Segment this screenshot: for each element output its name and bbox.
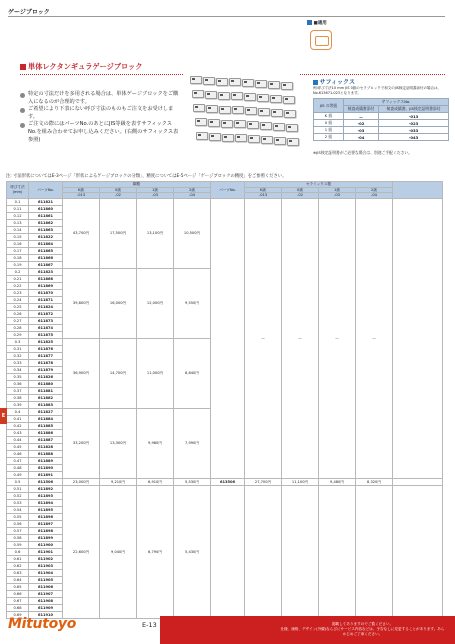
table-row xyxy=(7,485,443,492)
suffix-plain-cell: -04 xyxy=(344,134,379,141)
nominal-cell: 0.23 xyxy=(7,289,29,296)
steel-price-cell: 9,210円 xyxy=(100,478,137,485)
gauge-block xyxy=(234,120,246,128)
gauge-block xyxy=(284,110,296,118)
nominal-cell: 0.55 xyxy=(7,513,29,520)
partno-cell: 611905 xyxy=(29,576,63,583)
suffix-row xyxy=(314,127,449,134)
grade-suffix-header: -04 xyxy=(174,193,211,199)
grade-suffix-header: -03 xyxy=(319,193,356,199)
gauge-block xyxy=(216,78,228,86)
nominal-cell: 0.59 xyxy=(7,541,29,548)
table-note-rest: E-3ページ「形状によるゲージブロックの分類」、精度についてはE-5ページ「ゲージブロックの精度」をご参照ください。 xyxy=(51,174,287,179)
use-label: ■適用 xyxy=(307,20,327,26)
table-row xyxy=(7,198,443,205)
partno-cell: 611865 xyxy=(29,247,63,254)
nominal-cell: 0.6 xyxy=(7,548,29,555)
nominal-header: 呼び寸法 (mm) xyxy=(7,182,29,199)
grade-suffix-header: -02 xyxy=(100,193,137,199)
nominal-cell: 0.67 xyxy=(7,597,29,604)
partno-cell: 611864 xyxy=(29,240,63,247)
grade-suffix-header: -04 xyxy=(356,193,393,199)
partno-cell: 611895 xyxy=(29,506,63,513)
partno-cell: 611877 xyxy=(29,352,63,359)
nominal-cell: 0.51 xyxy=(7,485,29,492)
nominal-cell: 0.12 xyxy=(7,212,29,219)
nominal-cell: 0.53 xyxy=(7,499,29,506)
partno-cell: 611910 xyxy=(29,611,63,618)
steel-price-cell: 6,910円 xyxy=(137,478,174,485)
steel-price-cell: 11,000円 xyxy=(137,338,174,408)
gauge-block xyxy=(205,91,217,99)
partno-cell: 611883 xyxy=(29,401,63,408)
ceramic-price-cell xyxy=(282,485,319,618)
nominal-cell: 0.35 xyxy=(7,373,29,380)
price-table xyxy=(6,181,443,619)
steel-price-cell: 33,200円 xyxy=(63,408,100,478)
gauge-block xyxy=(192,90,204,98)
gauge-block xyxy=(195,118,207,126)
nominal-cell: 0.28 xyxy=(7,324,29,331)
ceramic-price-cell: 9,480円 xyxy=(319,478,356,485)
grade-header: K級 xyxy=(63,187,100,193)
gauge-block xyxy=(270,95,282,103)
suffix-title: サフィックス xyxy=(313,77,355,86)
feature-item: 特定の寸法だけを多用される場合は、単体ゲージブロックをご購入になるのが合理的です。 xyxy=(20,91,180,106)
nominal-cell: 0.68 xyxy=(7,604,29,611)
suffix-plain-cell: -02 xyxy=(344,120,379,127)
nominal-cell: 0.29 xyxy=(7,331,29,338)
nominal-cell: 0.64 xyxy=(7,576,29,583)
gauge-block xyxy=(229,78,241,86)
suffix-row xyxy=(314,134,449,141)
gauge-block xyxy=(258,108,270,116)
suffix-note: 例:呼び寸法10 mm JIS 0級のセラブロックで和文のJIS検定証明書添付の場合は、No.613671-023となります。 xyxy=(313,86,442,95)
suffix-row xyxy=(314,120,449,127)
partno-cell: 611873 xyxy=(29,317,63,324)
grade-header: K級 xyxy=(245,187,282,193)
nominal-cell: 0.36 xyxy=(7,380,29,387)
steel-price-cell: 6,790円 xyxy=(137,485,174,618)
feature-item: ご希望により下表にない呼び寸法のものもご注文をお受けします。 xyxy=(20,106,180,121)
partno-cell: 611884 xyxy=(29,415,63,422)
gauge-block xyxy=(209,133,221,141)
gauge-block xyxy=(244,93,256,101)
grade-suffix-header: -02 xyxy=(282,193,319,199)
suffix-grade-cell: K 級 xyxy=(314,113,344,120)
partno-cell: 611862 xyxy=(29,219,63,226)
suffix-plain-cell: -03 xyxy=(344,127,379,134)
steel-price-cell: 23,000円 xyxy=(63,478,100,485)
steel-price-cell: 39,800円 xyxy=(63,268,100,338)
partno-cell: 611861 xyxy=(29,212,63,219)
gauge-block xyxy=(218,92,230,100)
nominal-cell: 0.58 xyxy=(7,534,29,541)
ceramic-partno-cell xyxy=(211,198,245,478)
nominal-cell: 0.4 xyxy=(7,408,29,415)
footer-line: 掲載してありますのでご覧ください。 xyxy=(331,622,394,626)
nominal-cell: 0.38 xyxy=(7,394,29,401)
gauge-block xyxy=(208,119,220,127)
nominal-cell: 0.52 xyxy=(7,492,29,499)
gauge-block xyxy=(190,76,202,84)
partno-cell: 611863 xyxy=(29,226,63,233)
partno-cell: 611826 xyxy=(29,373,63,380)
steel-price-cell: 9,550円 xyxy=(174,268,211,338)
gauge-block xyxy=(286,124,298,132)
gauge-block xyxy=(196,132,208,140)
nominal-cell: 0.57 xyxy=(7,527,29,534)
nominal-cell: 0.27 xyxy=(7,317,29,324)
partno-cell: 611869 xyxy=(29,282,63,289)
gauge-block xyxy=(248,135,260,143)
grade-header: 2級 xyxy=(174,187,211,193)
suffix-no-header: サフィックスNo. xyxy=(344,99,449,106)
steel-price-cell: 5,530円 xyxy=(174,478,211,485)
partno-cell: 611868 xyxy=(29,275,63,282)
nominal-cell: 0.37 xyxy=(7,387,29,394)
gauge-block xyxy=(203,77,215,85)
steel-price-cell: 13,300円 xyxy=(100,408,137,478)
partno-cell: 611875 xyxy=(29,331,63,338)
partno-cell: 611888 xyxy=(29,450,63,457)
partno-cell: 611827 xyxy=(29,408,63,415)
suffix-jis-header: 検査成績書、JIS検定証明書添付 xyxy=(379,106,449,113)
ceramic-price-cell: — xyxy=(356,198,393,478)
gauge-block xyxy=(235,134,247,142)
nominal-cell: 0.31 xyxy=(7,345,29,352)
footer-bar xyxy=(160,616,455,644)
nominal-cell: 0.62 xyxy=(7,562,29,569)
partno-cell: 611866 xyxy=(29,254,63,261)
gauge-block xyxy=(257,94,269,102)
gauge-block xyxy=(231,92,243,100)
steel-price-cell: 5,430円 xyxy=(174,485,211,618)
gauge-block xyxy=(281,82,293,90)
nominal-cell: 0.46 xyxy=(7,450,29,457)
nominal-cell: 0.33 xyxy=(7,359,29,366)
ceramic-partno-header: パーツNo. xyxy=(211,182,245,199)
partno-cell: 611893 xyxy=(29,492,63,499)
nominal-cell: 0.11 xyxy=(7,205,29,212)
ceramic-header: セラミックス製 xyxy=(245,182,393,188)
nominal-cell: 0.13 xyxy=(7,219,29,226)
partno-cell: 611874 xyxy=(29,324,63,331)
partno-cell: 611909 xyxy=(29,604,63,611)
partno-header: パーツNo. xyxy=(29,182,63,199)
ceramic-price-cell xyxy=(245,485,282,618)
partno-cell: 611822 xyxy=(29,233,63,240)
suffix-plain-cell: — xyxy=(344,113,379,120)
nominal-cell: 0.69 xyxy=(7,611,29,618)
suffix-jis-cell: -043 xyxy=(379,134,449,141)
partno-cell: 611878 xyxy=(29,359,63,366)
steel-price-cell: 43,700円 xyxy=(63,198,100,268)
nominal-cell: 0.43 xyxy=(7,429,29,436)
suffix-grade-cell: 1 級 xyxy=(314,127,344,134)
steel-price-cell: 8,840円 xyxy=(174,338,211,408)
category-title: ゲージブロック xyxy=(8,9,50,16)
nominal-cell: 0.25 xyxy=(7,303,29,310)
steel-price-cell: 36,900円 xyxy=(63,338,100,408)
steel-price-cell: 13,100円 xyxy=(137,198,174,268)
nominal-cell: 0.47 xyxy=(7,457,29,464)
nominal-cell: 0.26 xyxy=(7,310,29,317)
nominal-cell: 0.54 xyxy=(7,506,29,513)
gauge-block xyxy=(274,137,286,145)
partno-cell: 611821 xyxy=(29,198,63,205)
grade-suffix-header: -013 xyxy=(63,193,100,199)
ceramic-price-cell: 11,100円 xyxy=(282,478,319,485)
steel-price-cell: 22,600円 xyxy=(63,485,100,618)
partno-cell: 611903 xyxy=(29,562,63,569)
partno-cell: 611880 xyxy=(29,380,63,387)
section-title: 単体レクタンギュラゲージブロック xyxy=(20,62,142,72)
grade-suffix-header: -03 xyxy=(137,193,174,199)
nominal-cell: 0.34 xyxy=(7,366,29,373)
gauge-block xyxy=(273,123,285,131)
feature-list xyxy=(20,91,180,144)
nominal-cell: 0.19 xyxy=(7,261,29,268)
blank-cell xyxy=(393,198,443,478)
nominal-cell: 0.24 xyxy=(7,296,29,303)
partno-cell: 611907 xyxy=(29,590,63,597)
partno-cell: 611902 xyxy=(29,555,63,562)
gauge-block xyxy=(232,106,244,114)
suffix-footnote: ※JIS検定証明書がご必要な場合は、別途ご手配ください。 xyxy=(313,150,412,155)
partno-cell: 611890 xyxy=(29,464,63,471)
nominal-cell: 0.42 xyxy=(7,422,29,429)
nominal-cell: 0.21 xyxy=(7,275,29,282)
partno-cell: 611882 xyxy=(29,394,63,401)
nominal-cell: 0.56 xyxy=(7,520,29,527)
partno-cell: 611885 xyxy=(29,422,63,429)
suffix-jis-cell: -023 xyxy=(379,120,449,127)
gauge-block-photo xyxy=(184,70,300,154)
partno-cell: 611870 xyxy=(29,289,63,296)
nominal-cell: 0.61 xyxy=(7,555,29,562)
ceramic-partno-cell: 613506 xyxy=(211,478,245,485)
grade-header: 2級 xyxy=(356,187,393,193)
gauge-block xyxy=(283,96,295,104)
grade-suffix-header: -013 xyxy=(245,193,282,199)
suffix-grade-header: JIS の等級 xyxy=(314,99,344,113)
nominal-cell: 0.17 xyxy=(7,247,29,254)
steel-header: 鋼製 xyxy=(63,182,211,188)
nominal-cell: 0.14 xyxy=(7,226,29,233)
suffix-row xyxy=(314,113,449,120)
feature-item: ご注文の際にはパーツNo.のあとにJIS等級を表すサフィックスNo.を組み合わせてお申し込みください。(右側のサフィックス表参照) xyxy=(20,121,180,144)
partno-cell: 611876 xyxy=(29,345,63,352)
partno-cell: 611887 xyxy=(29,436,63,443)
gauge-block xyxy=(242,79,254,87)
gauge-block xyxy=(219,106,231,114)
gauge-block xyxy=(260,122,272,130)
partno-cell: 611823 xyxy=(29,268,63,275)
nominal-cell: 0.15 xyxy=(7,233,29,240)
table-note-lead: 注: 寸法形状については xyxy=(6,174,52,179)
footer-line: 仕様、価格、デザイン(外観)ならびにサービス内容などは、予告なしに変更することがあります。あらかじめご了承ください。 xyxy=(280,627,445,637)
nominal-cell: 0.66 xyxy=(7,590,29,597)
ceramic-price-cell: — xyxy=(245,198,282,478)
grade-header: 0級 xyxy=(282,187,319,193)
partno-cell: 611898 xyxy=(29,527,63,534)
nominal-cell: 0.48 xyxy=(7,464,29,471)
partno-cell: 611871 xyxy=(29,296,63,303)
suffix-grade-cell: 0 級 xyxy=(314,120,344,127)
gauge-block xyxy=(245,107,257,115)
partno-cell: 611867 xyxy=(29,261,63,268)
nominal-cell: 0.5 xyxy=(7,478,29,485)
header-divider xyxy=(8,16,445,17)
section-tab: E xyxy=(0,408,7,424)
suffix-table xyxy=(313,98,449,141)
partno-cell: 611889 xyxy=(29,457,63,464)
nominal-cell: 0.49 xyxy=(7,471,29,478)
blank-cell xyxy=(393,478,443,485)
grade-header: 0級 xyxy=(100,187,137,193)
partno-cell: 611860 xyxy=(29,205,63,212)
nominal-cell: 0.18 xyxy=(7,254,29,261)
nominal-cell: 0.39 xyxy=(7,401,29,408)
grade-header: 1級 xyxy=(319,187,356,193)
nominal-cell: 0.22 xyxy=(7,282,29,289)
suffix-plain-header: 検査成績書添付 xyxy=(344,106,379,113)
grade-header: 1級 xyxy=(137,187,174,193)
nominal-cell: 0.65 xyxy=(7,583,29,590)
nominal-cell: 0.2 xyxy=(7,268,29,275)
partno-cell: 611872 xyxy=(29,310,63,317)
partno-cell: 611506 xyxy=(29,478,63,485)
gauge-block-icon xyxy=(310,30,332,50)
table-row xyxy=(7,478,443,485)
partno-cell: 611892 xyxy=(29,485,63,492)
nominal-cell: 0.63 xyxy=(7,569,29,576)
partno-cell: 611879 xyxy=(29,366,63,373)
partno-cell: 611828 xyxy=(29,443,63,450)
steel-price-cell: 7,990円 xyxy=(174,408,211,478)
partno-cell: 611824 xyxy=(29,303,63,310)
ceramic-price-cell: 27,700円 xyxy=(245,478,282,485)
partno-cell: 611886 xyxy=(29,429,63,436)
partno-cell: 611904 xyxy=(29,569,63,576)
gauge-block xyxy=(287,138,299,146)
suffix-jis-cell: -013 xyxy=(379,113,449,120)
ceramic-price-cell: — xyxy=(319,198,356,478)
gauge-block xyxy=(261,136,273,144)
partno-cell: 611891 xyxy=(29,471,63,478)
ceramic-price-cell xyxy=(319,485,356,618)
gauge-block xyxy=(206,105,218,113)
partno-cell: 611901 xyxy=(29,548,63,555)
blank-header xyxy=(393,182,443,199)
gauge-block xyxy=(255,80,267,88)
partno-cell: 611897 xyxy=(29,520,63,527)
gauge-block xyxy=(221,120,233,128)
steel-price-cell: 12,000円 xyxy=(137,268,174,338)
nominal-cell: 0.32 xyxy=(7,352,29,359)
partno-cell: 611900 xyxy=(29,541,63,548)
nominal-cell: 0.41 xyxy=(7,415,29,422)
suffix-jis-cell: -033 xyxy=(379,127,449,134)
page-number: E-13 xyxy=(142,621,157,629)
partno-cell: 611881 xyxy=(29,387,63,394)
ceramic-price-cell: — xyxy=(282,198,319,478)
nominal-cell: 0.45 xyxy=(7,443,29,450)
partno-cell: 611908 xyxy=(29,597,63,604)
steel-price-cell: 16,000円 xyxy=(100,268,137,338)
nominal-cell: 0.16 xyxy=(7,240,29,247)
steel-price-cell: 14,700円 xyxy=(100,338,137,408)
partno-cell: 611894 xyxy=(29,499,63,506)
gauge-block xyxy=(271,109,283,117)
gauge-block xyxy=(222,134,234,142)
ceramic-price-cell xyxy=(356,485,393,618)
ceramic-price-cell: 8,320円 xyxy=(356,478,393,485)
steel-price-cell: 17,500円 xyxy=(100,198,137,268)
suffix-grade-cell: 2 級 xyxy=(314,134,344,141)
partno-cell: 611896 xyxy=(29,513,63,520)
partno-cell: 611899 xyxy=(29,534,63,541)
steel-price-cell: 9,040円 xyxy=(100,485,137,618)
gauge-block xyxy=(193,104,205,112)
table-note xyxy=(6,173,286,179)
steel-price-cell: 9,980円 xyxy=(137,408,174,478)
mitutoyo-logo: Mitutoyo xyxy=(8,616,77,632)
blank-cell xyxy=(393,485,443,618)
nominal-cell: 0.1 xyxy=(7,198,29,205)
ceramic-partno-cell xyxy=(211,485,245,618)
gauge-block xyxy=(268,81,280,89)
nominal-cell: 0.44 xyxy=(7,436,29,443)
nominal-cell: 0.3 xyxy=(7,338,29,345)
steel-price-cell: 10,500円 xyxy=(174,198,211,268)
gauge-block xyxy=(247,121,259,129)
partno-cell: 611825 xyxy=(29,338,63,345)
partno-cell: 611906 xyxy=(29,583,63,590)
